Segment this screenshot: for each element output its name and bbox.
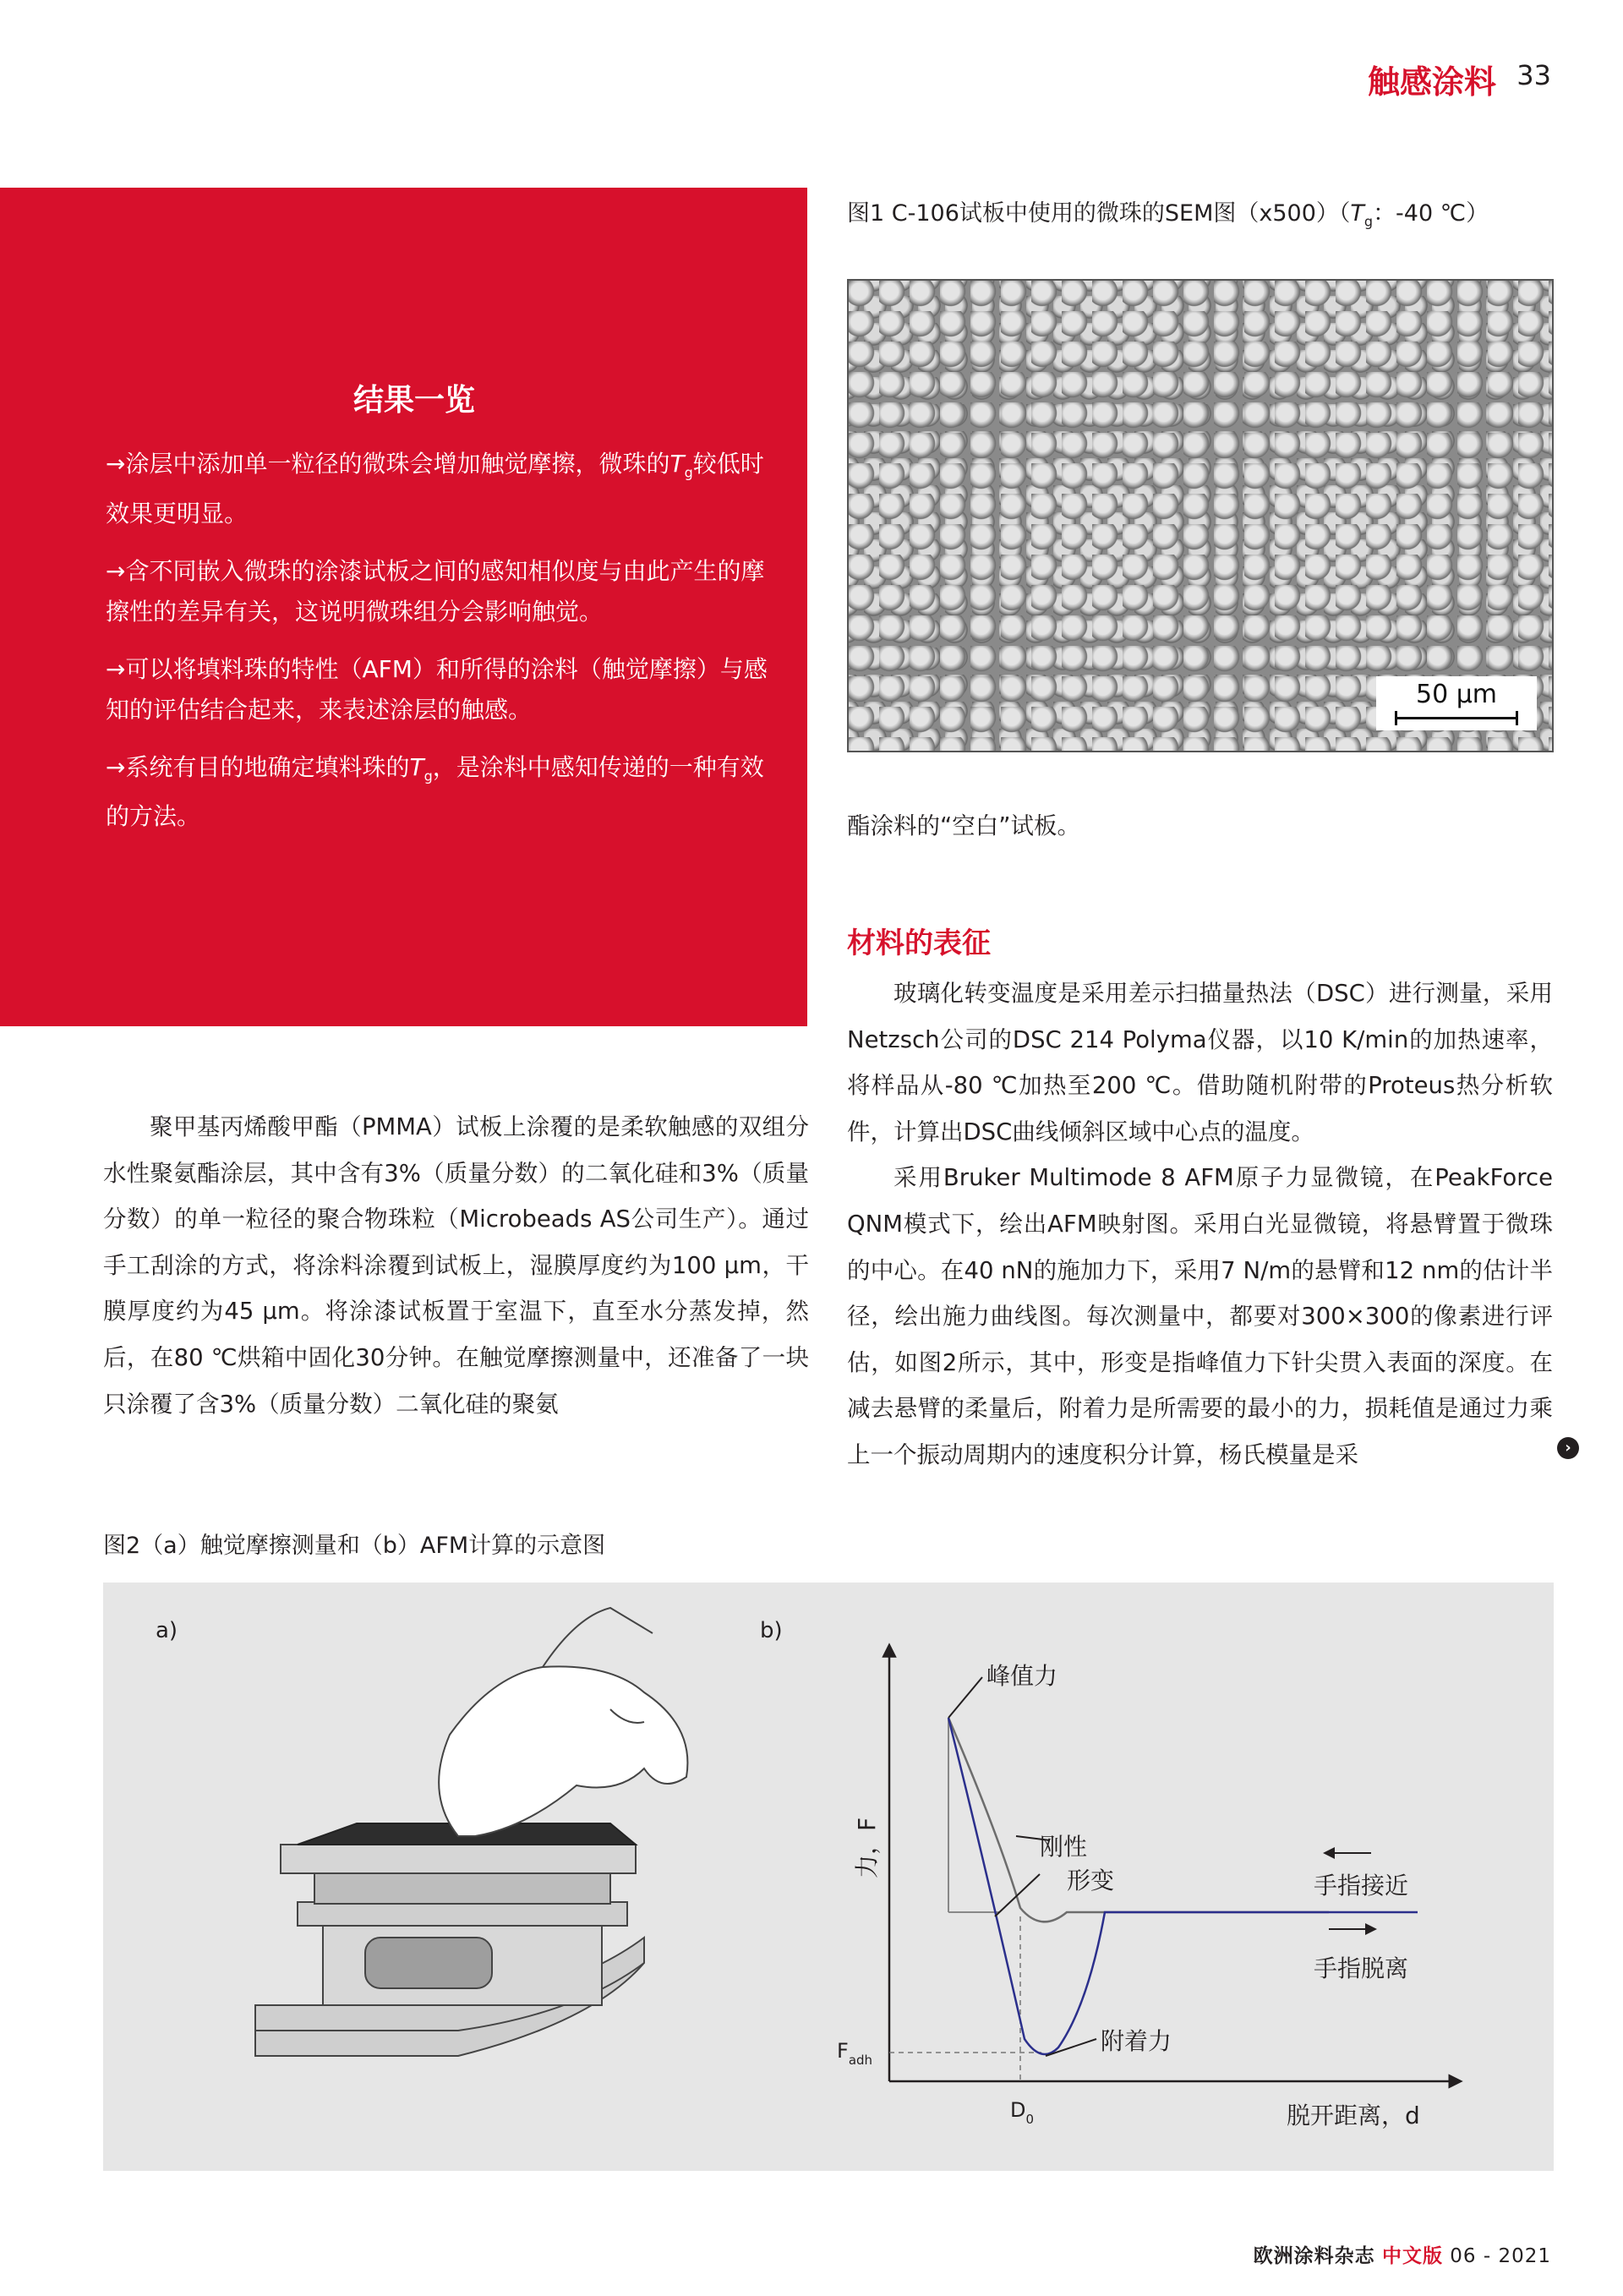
- fadh-label: $F_{adh}$: [837, 2039, 873, 2068]
- leader-line: [995, 1874, 1040, 1916]
- footer: 欧洲涂料杂志 中文版 06 - 2021: [1253, 2245, 1551, 2267]
- friction-apparatus-illustration: [255, 1608, 687, 2056]
- figure2-caption: 图2（a）触觉摩擦测量和（b）AFM计算的示意图: [103, 1533, 606, 1559]
- adhesion-label: 附着力: [1101, 2027, 1172, 2055]
- panel-a-label: a): [156, 1618, 178, 1643]
- leader-line: [948, 1677, 982, 1718]
- summary-item: →可以将填料珠的特性（AFM）和所得的涂料（触觉摩擦）与感知的评估结合起来，来表述涂层的触感。: [106, 654, 768, 724]
- d0-label: $D_0$: [1010, 2098, 1035, 2127]
- x-axis-label: 脱开距离，d: [1287, 2102, 1420, 2129]
- paragraph: 聚甲基丙烯酸甲酯（PMMA）试板上涂覆的是柔软触感的双组分水性聚氨酯涂层，其中含有3%（质量分数）的二氧化硅和3%（质量分数）的单一粒径的聚合物珠粒（Microbeads AS公司生产）。通过手工刮涂的方式，将涂料涂覆到试板上，湿膜厚度约为100 µm，干膜厚度约为45 µm。将涂漆试板置于室温下，直至水分蒸发掉，然后，在80 ℃烘箱中固化30分钟。在触觉摩擦测量中，还准备了一块只涂覆了含3%（质量分数）二氧化硅的聚氨: [103, 1113, 809, 1418]
- approach-curve: [948, 1718, 1329, 1922]
- scale-bar: [1395, 717, 1518, 719]
- summary-title: 结果一览: [352, 383, 475, 418]
- summary-item: →含不同嵌入微珠的涂漆试板之间的感知相似度与由此产生的摩擦性的差异有关，这说明微珠组分会影响触觉。: [106, 556, 765, 626]
- approach-label: 手指接近: [1314, 1872, 1409, 1900]
- paragraph: 采用Bruker Multimode 8 AFM原子力显微镜，在PeakForce QNM模式下，绘出AFM映射图。采用白光显微镜，将悬臂置于微珠的中心。在40 nN的施加力下，采用7 N/m的悬臂和12 nm的估计半径，绘出施力曲线图。每次测量中，都要对300×300的像素进行评估，如图2所示，其中，形变是指峰值力下针尖贯入表面的深度。在减去悬臂的柔量后，附着力是所需要的最小的力，损耗值是通过力乘上一个振动周期内的速度积分计算，杨氏模量是采: [847, 1164, 1553, 1468]
- paragraph: 玻璃化转变温度是采用差示扫描量热法（DSC）进行测量，采用Netzsch公司的DSC 214 Polyma仪器，以10 K/min的加热速率，将样品从-80 ℃加热至200 ℃。借助随机附带的Proteus热分析软件，计算出DSC曲线倾斜区域中心点的温度。: [847, 980, 1553, 1145]
- force-distance-plot: [837, 1650, 1456, 2129]
- page-number: 33: [1516, 59, 1551, 91]
- stiffness-label: 刚性: [1040, 1833, 1088, 1861]
- panel-b-label: b): [760, 1618, 783, 1643]
- figure1-caption: 图1 C-106试板中使用的微珠的SEM图$(x500)(T_g$：-40 ℃）: [847, 200, 1489, 230]
- scale-label: 50 µm: [1415, 680, 1498, 709]
- sem-micrograph: [847, 279, 1554, 752]
- running-title: 触感涂料: [1367, 63, 1496, 101]
- paragraph-continuation: 酯涂料的“空白”试板。: [847, 812, 1080, 839]
- left-body: [103, 1104, 809, 1427]
- summary-item: →涂层中添加单一粒径的微珠会增加触觉摩擦，微珠的$T_g$较低时效果更明显。: [106, 450, 764, 528]
- figure2-panel: [103, 1583, 1554, 2171]
- deformation-label: 形变: [1067, 1867, 1115, 1894]
- y-axis-label: 力，F: [853, 1817, 881, 1878]
- retract-label: 手指脱离: [1314, 1954, 1409, 1982]
- summary-item: →系统有目的地确定填料珠的$T_g$，是涂料中感知传递的一种有效的方法。: [106, 752, 764, 831]
- leader-line: [1046, 2039, 1096, 2056]
- section-title: 材料的表征: [847, 927, 991, 960]
- scale-bar-box: [1376, 676, 1537, 730]
- peak-force-label: 峰值力: [986, 1662, 1058, 1690]
- right-body: [847, 970, 1553, 1479]
- continue-arrow-icon: ›: [1557, 1437, 1579, 1459]
- summary-list: [106, 444, 773, 854]
- figure2-drawing: [103, 1583, 1554, 2171]
